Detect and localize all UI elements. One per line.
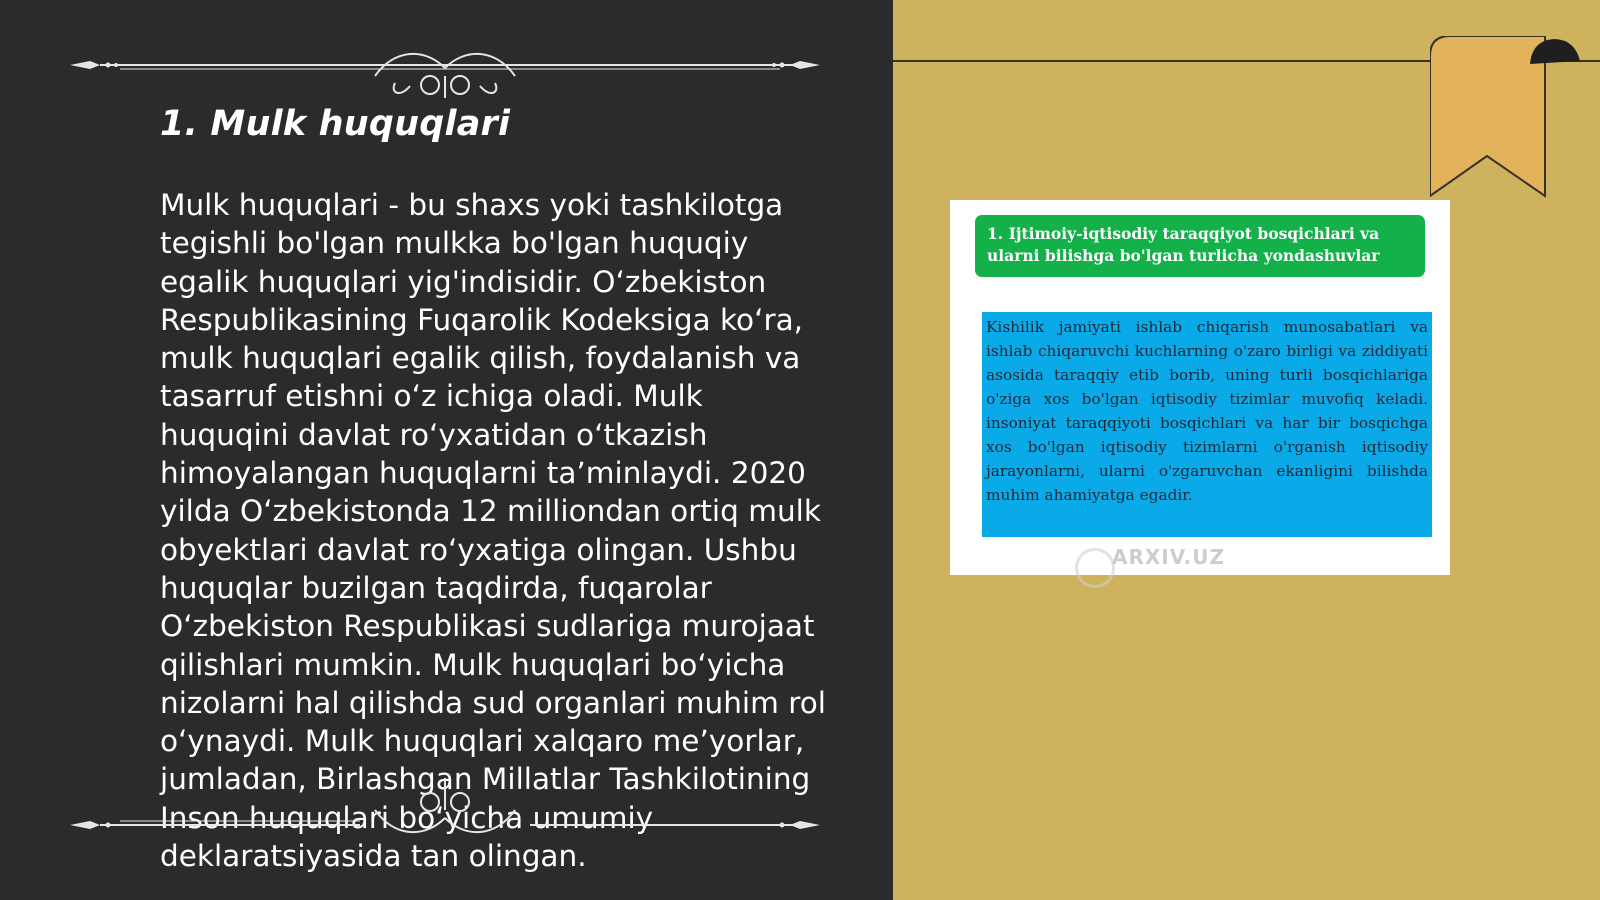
ornament-divider-icon [60, 778, 830, 838]
slide-title: 1. Mulk huquqlari [160, 104, 511, 144]
image-text-box: Kishilik jamiyati ishlab chiqarish munosabatlari va ishlab chiqaruvchi kuchlarning o'zaro birligi va ziddiyati asosida taraqqiy etib borib, uning turli bosqichlariga o'ziga xos bo'lgan iqtisodiy tizimlar muvofiq keladi. insoniyat taraqqiyoti bosqichlari va har bir bosqichga xos bo'lgan iqtisodiy tizimlarni o'rganish iqtisodiy jarayonlarni, ularni o'zgaruvchan ekanligini bilishda muhim ahamiyatga egadir. [982, 312, 1432, 537]
bookmark-ribbon-icon [1430, 36, 1590, 200]
embedded-image [950, 200, 1450, 575]
ornament-divider-icon [60, 38, 830, 98]
image-header: 1. Ijtimoiy-iqtisodiy taraqqiyot bosqichlari va ularni bilishga bo'lgan turlicha yondashuvlar [975, 215, 1425, 277]
body-paragraph: Mulk huquqlari - bu shaxs yoki tashkilotga tegishli bo'lgan mulkka bo'lgan huquqiy egalik huquqlari yig'indisidir. O‘zbekiston Respublikasining Fuqarolik Kodeksiga ko‘ra, mulk huquqlari egalik qilish, foydalanish va tasarruf etishni o‘z ichiga oladi. Mulk huquqini davlat ro‘yxatidan o‘tkazish himoyalangan huquqlarni ta’minlaydi. 2020 yilda O‘zbekistonda 12 milliondan ortiq mulk obyektlari davlat ro‘yxatiga olingan. Ushbu huquqlar buzilgan taqdirda, fuqarolar O‘zbekiston Respublikasi sudlariga murojaat qilishlari mumkin. Mulk huquqlari bo‘yicha nizolarni hal qilishda sud organlari muhim rol o‘ynaydi. Mulk huquqlari xalqaro me’yorlar, jumladan, Birlashgan Millatlar Tashkilotining Inson huquqlari bo‘yicha umumiy deklaratsiyasida tan olingan. [160, 188, 826, 874]
watermark-text: ARXIV.UZ [1112, 545, 1225, 569]
watermark-logo [1075, 548, 1115, 588]
